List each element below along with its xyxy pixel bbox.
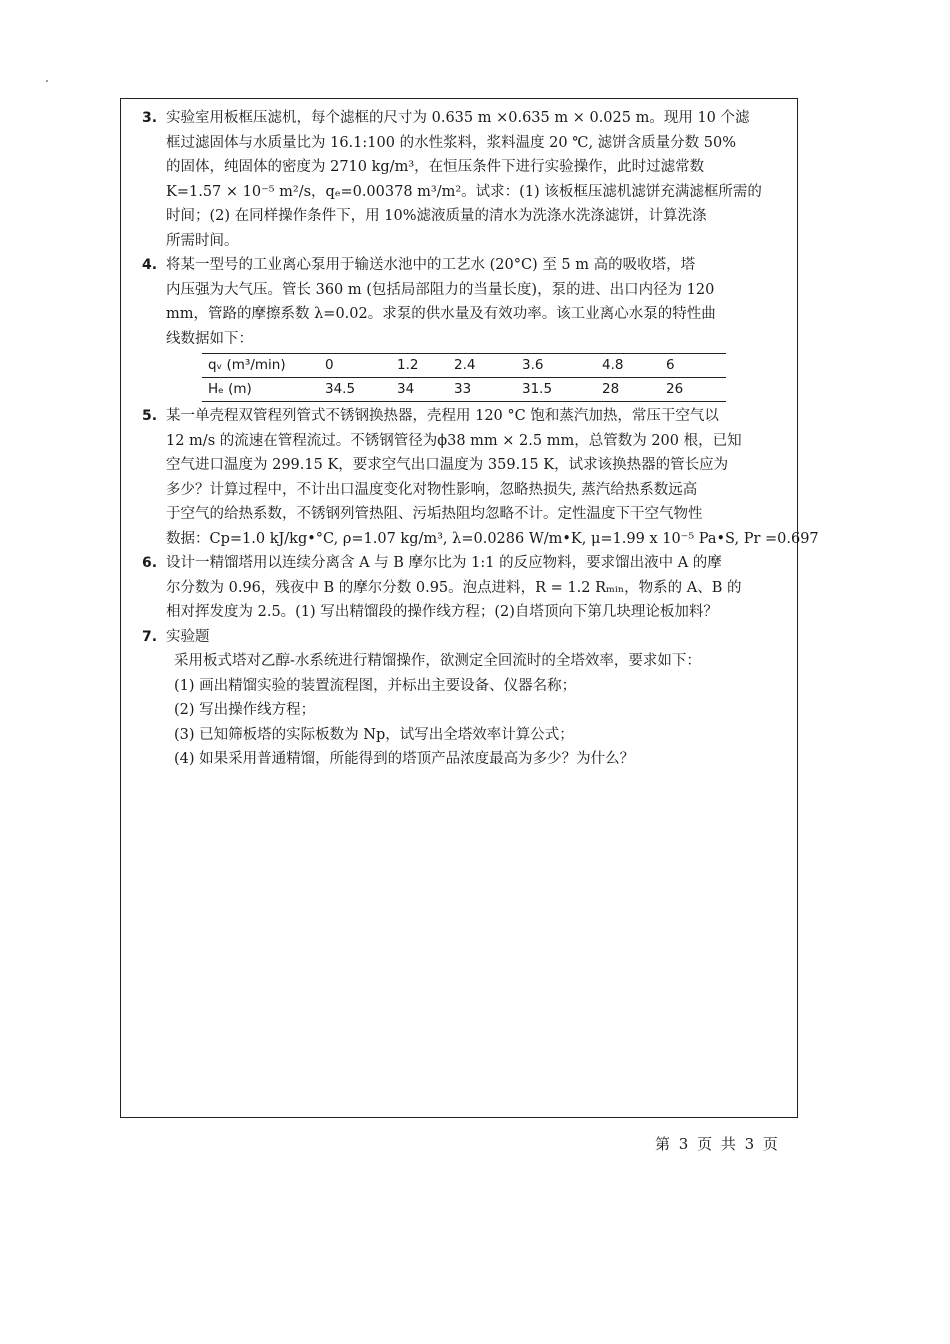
text-line: 内压强为大气压。管长 360 m (包括局部阻力的当量长度)，泵的进、出口内径为 120	[166, 281, 715, 298]
list-item: (2) 写出操作线方程；	[174, 702, 316, 718]
text-line: 某一单壳程双管程列管式不锈钢换热器，壳程用 120 °C 饱和蒸汽加热，常压干空气以	[166, 408, 719, 424]
text-line: 相对挥发度为 2.5。(1) 写出精馏段的操作线方程；(2)自塔顶向下第几块理论板加料？	[166, 604, 718, 620]
question-5	[142, 404, 819, 551]
requirement-list	[166, 674, 784, 772]
question-4	[142, 253, 784, 402]
text-line: 空气进口温度为 299.15 K，要求空气出口温度为 359.15 K，试求该换热器的管长应为	[166, 457, 729, 473]
text-line: 将某一型号的工业离心泵用于输送水池中的工艺水 (20°C) 至 5 m 高的吸收塔，塔	[166, 257, 696, 273]
text-line: 于空气的给热系数，不锈钢列管热阻、污垢热阻均忽略不计。定性温度下干空气物性	[166, 506, 703, 522]
table-cell: 34	[391, 378, 448, 402]
row-label: qᵥ (m³/min)	[202, 354, 319, 378]
question-number: 6.	[142, 555, 158, 571]
text-line: 的固体，纯固体的密度为 2710 kg/m³，在恒压条件下进行实验操作，此时过滤常数	[166, 159, 705, 175]
exam-content	[142, 106, 819, 772]
question-text	[166, 253, 784, 351]
text-line: 尔分数为 0.96，残夜中 B 的摩尔分数 0.95。泡点进料，R = 1.2 Rₘᵢₙ，物系的 A、B 的	[166, 579, 742, 596]
question-number: 4.	[142, 257, 158, 273]
question-text	[166, 106, 784, 253]
list-item: (1) 画出精馏实验的装置流程图，并标出主要设备、仪器名称；	[174, 677, 577, 694]
text-line: 框过滤固体与水质量比为 16.1:100 的水性浆料，浆料温度 20 ℃, 滤饼含质量分数 50%	[166, 134, 737, 151]
table-cell: 28	[596, 378, 660, 402]
text-line: 12 m/s 的流速在管程流过。不锈钢管径为ϕ38 mm × 2.5 mm，总管数为 200 根，已知	[166, 432, 742, 449]
table-cell: 0	[319, 354, 391, 378]
table-row	[202, 378, 726, 402]
text-line: 实验室用板框压滤机，每个滤框的尺寸为 0.635 m ×0.635 m × 0.025 m。现用 10 个滤	[166, 110, 750, 126]
text-line: 时间；(2) 在同样操作条件下，用 10%滤液质量的清水为洗涤水洗涤滤饼，计算洗涤	[166, 208, 707, 224]
question-3	[142, 106, 784, 253]
question-intro: 采用板式塔对乙醇-水系统进行精馏操作，欲测定全回流时的全塔效率，要求如下：	[174, 653, 701, 669]
row-label: Hₑ (m)	[202, 378, 319, 402]
table-cell: 26	[660, 378, 726, 402]
list-item: (4) 如果采用普通精馏，所能得到的塔顶产品浓度最高为多少？为什么？	[174, 751, 635, 767]
page-number: 第 3 页 共 3 页	[655, 1135, 780, 1153]
text-line: 线数据如下：	[166, 330, 253, 347]
scan-speck	[46, 80, 48, 82]
table-cell: 31.5	[516, 378, 596, 402]
table-cell: 4.8	[596, 354, 660, 378]
table-cell: 1.2	[391, 354, 448, 378]
question-number: 7.	[142, 628, 158, 645]
question-text	[166, 404, 819, 551]
question-number: 5.	[142, 408, 158, 424]
table-cell: 3.6	[516, 354, 596, 378]
list-item: (3) 已知筛板塔的实际板数为 Np，试写出全塔效率计算公式；	[174, 726, 574, 743]
text-line: 所需时间。	[166, 232, 239, 249]
text-line: 设计一精馏塔用以连续分离含 A 与 B 摩尔比为 1:1 的反应物料，要求馏出液中 A 的摩	[166, 555, 722, 571]
question-7	[142, 625, 784, 772]
question-text	[166, 551, 784, 625]
table-row	[202, 354, 726, 378]
text-line: 多少？计算过程中，不计出口温度变化对物性影响，忽略热损失, 蒸汽给热系数远高	[166, 481, 698, 498]
question-6	[142, 551, 784, 625]
question-number: 3.	[142, 110, 158, 126]
question-title: 实验题	[166, 628, 210, 645]
table-cell: 33	[448, 378, 516, 402]
table-cell: 34.5	[319, 378, 391, 402]
table-cell: 6	[660, 354, 726, 378]
table-cell: 2.4	[448, 354, 516, 378]
question-text	[166, 625, 784, 674]
text-line: mm，管路的摩擦系数 λ=0.02。求泵的供水量及有效功率。该工业离心水泵的特性曲	[166, 306, 716, 322]
pump-curve-table	[202, 353, 726, 402]
text-line: K=1.57 × 10⁻⁵ m²/s，qₑ=0.00378 m³/m²。试求：(1) 该板框压滤机滤饼充满滤框所需的	[166, 183, 762, 200]
text-line: 数据：Cp=1.0 kJ/kg•°C, ρ=1.07 kg/m³, λ=0.0286 W/m•K, μ=1.99 x 10⁻⁵ Pa•S, Pr =0.697	[166, 530, 819, 547]
